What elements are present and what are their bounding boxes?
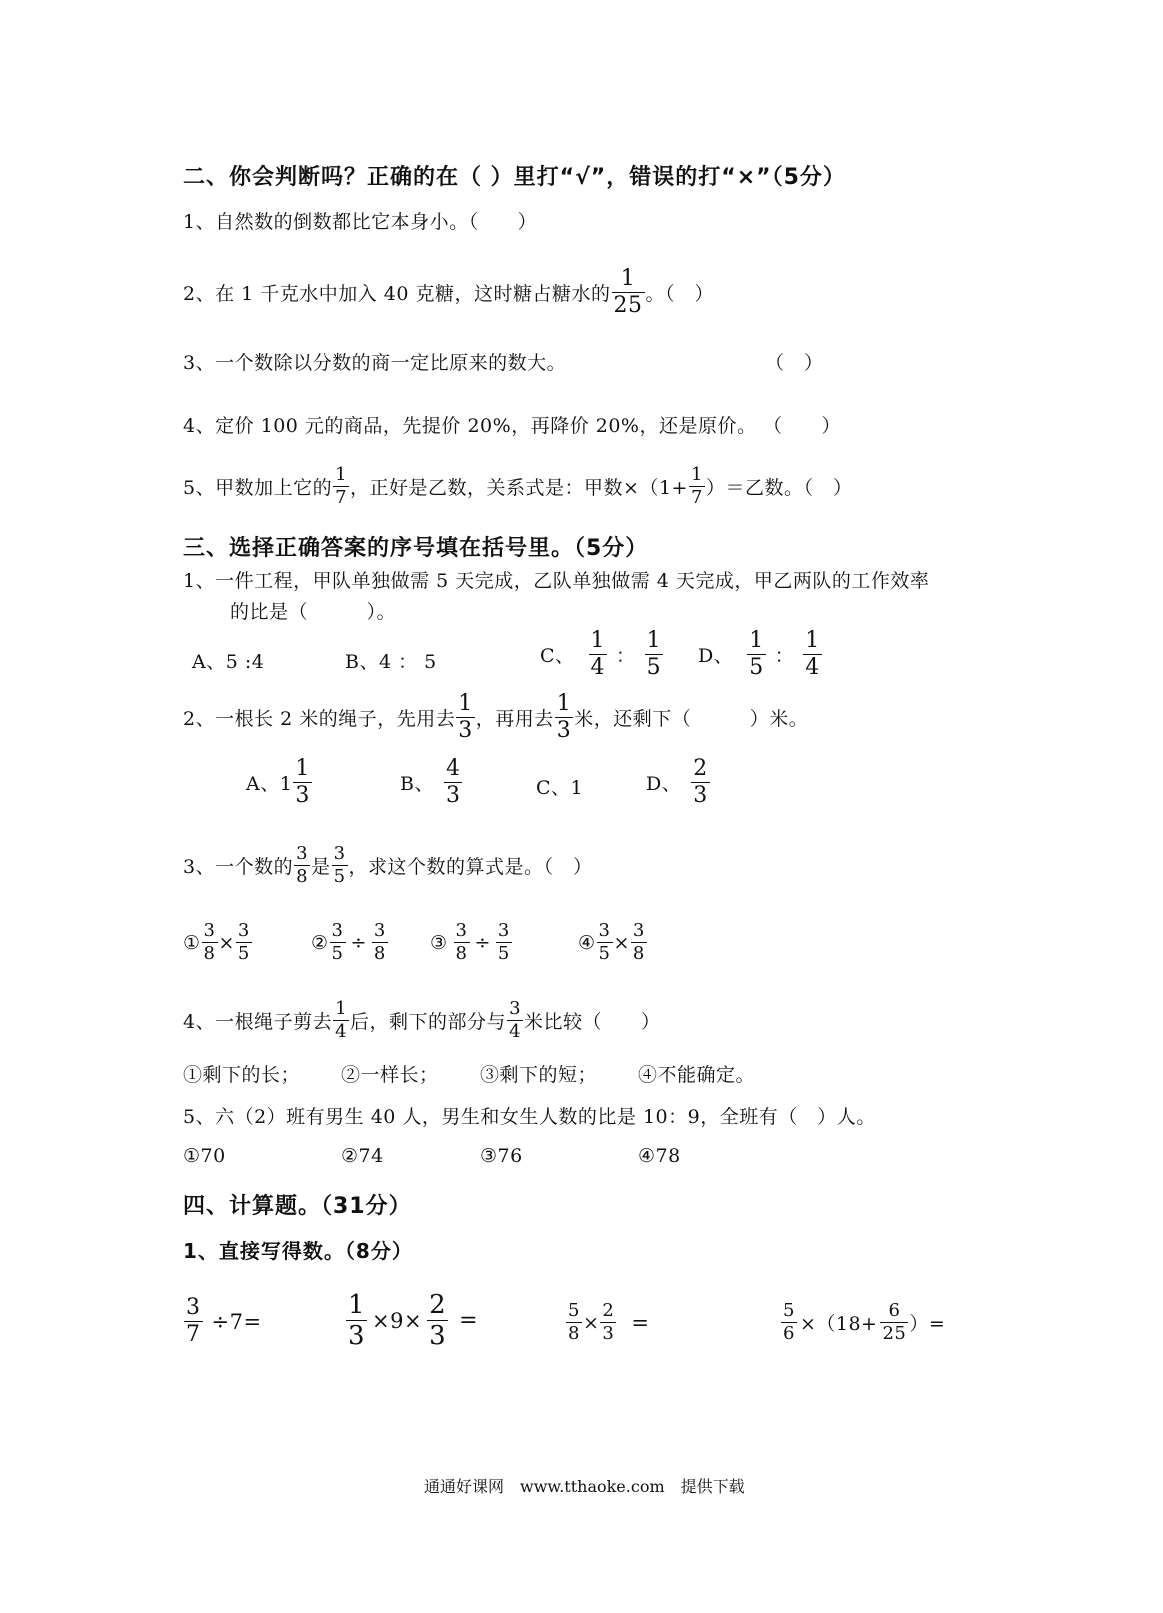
fraction: $\frac{3}{8}$	[296, 843, 309, 887]
choice-q3-text: 3、一个数的	[183, 856, 294, 878]
choice-q4-option-3[interactable]: ③剩下的短；	[480, 1064, 598, 1086]
judge-q5	[183, 466, 852, 507]
fraction: $\frac{1}{3}$	[458, 691, 473, 743]
choice-q1-option-b[interactable]: B、4 ： 5	[345, 651, 437, 673]
fraction: $\frac{3}{8}$	[373, 920, 386, 964]
choice-q4	[183, 1000, 661, 1041]
calc-expr-3	[565, 1302, 649, 1343]
fraction: $\frac{1}{4}$	[590, 628, 606, 680]
option-label: ①	[183, 931, 201, 954]
judge-q5-text-mid: ，正好是乙数，关系式是：甲数×（1+	[350, 477, 688, 499]
operator: ×	[613, 931, 630, 954]
choice-q1-option-a[interactable]: A、5 :4	[192, 651, 265, 673]
choice-q3-option-3[interactable]	[430, 922, 513, 963]
choice-q3-option-1[interactable]	[183, 922, 253, 963]
section-4-heading: 四、计算题。（31分）	[183, 1194, 412, 1219]
choice-q2-option-c[interactable]: C、1	[536, 777, 584, 799]
fraction: $\frac{1}{3}$	[295, 756, 310, 808]
judge-q3-answer-paren[interactable]: （ ）	[765, 352, 824, 374]
fraction: $\frac{3}{8}$	[203, 920, 216, 964]
option-label: D、	[698, 645, 734, 667]
ratio-sign: ：	[774, 645, 795, 667]
choice-q3	[183, 845, 593, 886]
section-2-heading: 二、你会判断吗？正确的在（ ）里打“√”，错误的打“×”（5分）	[183, 165, 846, 190]
fraction: $\frac{3}{5}$	[598, 920, 611, 964]
choice-q2-option-b[interactable]	[400, 758, 463, 807]
judge-q2-text: 2、在 1 千克水中加入 40 克糖，这时糖占糖水的	[183, 283, 611, 305]
judge-q2-answer-paren[interactable]: 。（ ）	[645, 283, 715, 305]
fraction: $\frac{3}{5}$	[331, 920, 344, 964]
fraction: $\frac{1}{3}$	[348, 1290, 366, 1351]
choice-q5-option-3[interactable]: ③76	[480, 1145, 523, 1167]
judge-q1: 1、自然数的倒数都比它本身小。（ ）	[183, 211, 538, 233]
expr-text: =	[631, 1310, 650, 1335]
choice-q5-option-4[interactable]: ④78	[638, 1145, 681, 1167]
choice-q5: 5、六（2）班有男生 40 人，男生和女生人数的比是 10：9，全班有（ ）人。	[183, 1106, 876, 1128]
option-label: A、1	[246, 773, 293, 795]
choice-q3-option-2[interactable]	[311, 922, 389, 963]
expr-text: ×（18+	[799, 1313, 878, 1335]
choice-q2-text-mid: ，再用去	[475, 708, 554, 730]
choice-q5-option-1[interactable]: ①70	[183, 1145, 226, 1167]
choice-q4-option-1[interactable]: ①剩下的长；	[183, 1064, 301, 1086]
fraction: $\frac{5}{8}$	[568, 1300, 580, 1344]
judge-q4: 4、定价 100 元的商品，先提价 20%，再降价 20%，还是原价。 （ ）	[183, 415, 842, 437]
fraction: $\frac{2}{3}$	[602, 1300, 615, 1344]
option-label: D、	[646, 773, 682, 795]
choice-q5-option-2[interactable]: ②74	[341, 1145, 384, 1167]
calc-sub-1-heading: 1、直接写得数。（8分）	[183, 1239, 413, 1263]
calc-expr-2	[345, 1292, 478, 1349]
fraction: $\frac{4}{3}$	[445, 756, 461, 808]
choice-q1-line2[interactable]: 的比是（ ）。	[230, 601, 397, 623]
fraction: $\frac{1}{25}$	[613, 266, 643, 318]
choice-q2-text: 2、一根长 2 米的绳子，先用去	[183, 708, 456, 730]
operator: ÷	[350, 931, 367, 954]
section-3-heading: 三、选择正确答案的序号填在括号里。（5分）	[183, 536, 649, 561]
judge-q5-text: 5、甲数加上它的	[183, 477, 333, 499]
fraction: $\frac{3}{4}$	[509, 998, 522, 1042]
calc-expr-4	[780, 1302, 945, 1343]
operator: ÷	[474, 931, 491, 954]
fraction: $\frac{3}{8}$	[632, 920, 645, 964]
fraction: $\frac{3}{8}$	[455, 920, 468, 964]
fraction: $\frac{2}{3}$	[429, 1290, 447, 1351]
choice-q2	[183, 693, 808, 742]
fraction: $\frac{1}{7}$	[690, 464, 703, 508]
expr-text: =	[459, 1308, 479, 1333]
judge-q2	[183, 268, 714, 317]
choice-q4-answer-paren[interactable]: 米比较（ ）	[524, 1011, 661, 1033]
expr-text: ）=	[909, 1313, 946, 1335]
choice-q4-text: 4、一根绳子剪去	[183, 1011, 333, 1033]
fraction: $\frac{2}{3}$	[693, 756, 708, 808]
choice-q2-option-d[interactable]	[646, 758, 711, 807]
choice-q3-answer-paren[interactable]: ，求这个数的算式是。（ ）	[348, 856, 593, 878]
judge-q5-answer-paren[interactable]: ）＝乙数。（ ）	[705, 477, 853, 499]
fraction: $\frac{1}{4}$	[335, 998, 348, 1042]
choice-q4-option-2[interactable]: ②一样长；	[341, 1064, 439, 1086]
choice-q2-answer-paren[interactable]: 米，还剩下（ ）米。	[574, 708, 809, 730]
choice-q1-option-d[interactable]	[698, 630, 823, 679]
fraction: $\frac{6}{25}$	[882, 1300, 907, 1344]
expr-text: ÷7=	[211, 1309, 262, 1334]
option-label: ③	[430, 931, 448, 954]
choice-q4-text-mid: 后，剩下的部分与	[350, 1011, 507, 1033]
choice-q4-option-4[interactable]: ④不能确定。	[638, 1064, 756, 1086]
fraction: $\frac{3}{5}$	[497, 920, 510, 964]
fraction: $\frac{3}{7}$	[186, 1295, 201, 1347]
fraction: $\frac{1}{5}$	[749, 628, 764, 680]
choice-q2-option-a[interactable]	[246, 758, 313, 807]
choice-q3-option-4[interactable]	[578, 922, 648, 963]
choice-q3-text-mid: 是	[311, 856, 331, 878]
option-label: C、	[540, 645, 575, 667]
option-label: B、	[400, 773, 434, 795]
fraction: $\frac{1}{4}$	[805, 628, 820, 680]
fraction: $\frac{1}{7}$	[335, 464, 348, 508]
choice-q1-option-c[interactable]	[540, 630, 664, 679]
operator: ×	[218, 931, 235, 954]
fraction: $\frac{3}{5}$	[237, 920, 250, 964]
fraction: $\frac{5}{6}$	[783, 1300, 795, 1344]
judge-q3: 3、一个数除以分数的商一定比原来的数大。	[183, 352, 567, 374]
option-label: ②	[311, 931, 329, 954]
choice-q1-line1: 1、一件工程，甲队单独做需 5 天完成，乙队单独做需 4 天完成，甲乙两队的工作效率	[183, 570, 930, 592]
ratio-sign: ：	[616, 645, 636, 667]
calc-expr-1	[183, 1297, 262, 1346]
operator: ×	[582, 1311, 600, 1334]
page-footer: 通通好课网 www.tthaoke.com 提供下载	[424, 1477, 745, 1496]
option-label: ④	[578, 931, 596, 954]
fraction: $\frac{3}{5}$	[333, 843, 346, 887]
fraction: $\frac{1}{3}$	[556, 691, 572, 743]
expr-text: ×9×	[372, 1308, 423, 1333]
fraction: $\frac{1}{5}$	[646, 628, 662, 680]
